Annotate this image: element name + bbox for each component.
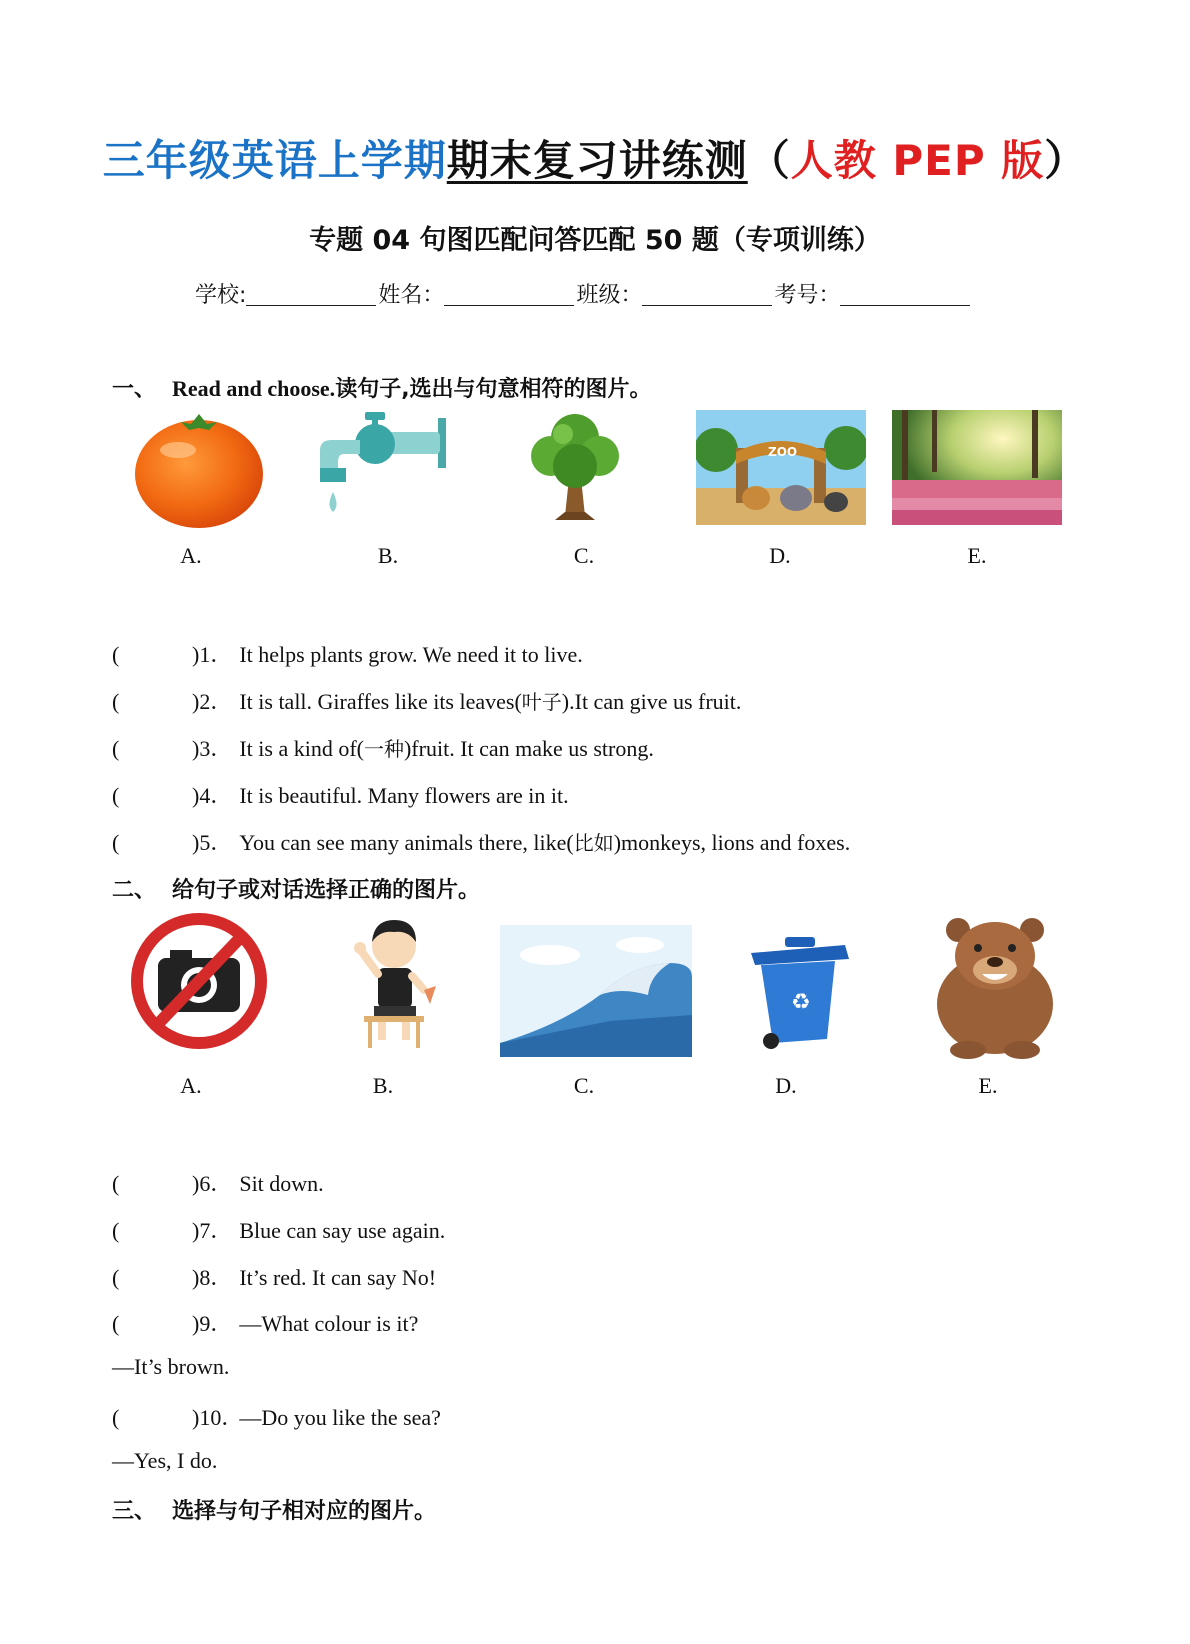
title-paren-open: （ (747, 136, 791, 185)
class-blank[interactable] (642, 283, 772, 306)
answer-paren[interactable]: ( (112, 830, 120, 855)
section-1-heading (112, 372, 652, 403)
school-blank[interactable] (246, 283, 376, 306)
bear-icon (930, 912, 1060, 1060)
option-c-label: C. (573, 543, 595, 568)
question-7: ( )7． Blue can say use again. (112, 1214, 445, 1245)
section-2-heading (112, 873, 480, 904)
section-1-number: 一、 (112, 377, 157, 402)
question-number: 5． (199, 830, 233, 855)
question-9: ( )9． —What colour is it? (112, 1307, 418, 1338)
question-10: ( )10．—Do you like the sea? (112, 1401, 441, 1432)
answer-10-text: —Yes, I do. (112, 1448, 218, 1473)
title-blue: 三年级英语上学期 (102, 136, 447, 185)
question-number: 4． (199, 783, 233, 808)
boy-sitting-icon (344, 912, 444, 1052)
question-number: 6． (199, 1171, 233, 1196)
section-3-number: 三、 (112, 1499, 157, 1524)
tree-icon (525, 408, 625, 523)
recycle-bin-icon (745, 935, 855, 1050)
answer-paren[interactable]: ( (112, 1265, 120, 1290)
section-1-title-en: Read and choose. (172, 376, 336, 401)
question-number: 1． (199, 642, 233, 667)
section-2-title-zh: 给句子或对话选择正确的图片。 (172, 878, 481, 903)
class-label: 班级： (576, 283, 643, 308)
section-3-title-zh: 选择与句子相对应的图片。 (172, 1499, 437, 1524)
name-label: 姓名： (378, 283, 445, 308)
option-e-label: E. (978, 1073, 998, 1098)
answer-paren[interactable]: ( (112, 736, 120, 761)
question-3: ( )3． It is a kind of(一种)fruit. It can make us strong. (112, 732, 654, 763)
svg-text:ZOO: ZOO (768, 445, 798, 459)
number-blank[interactable] (840, 283, 970, 306)
title-black: 期末复习讲练测 (446, 136, 748, 185)
option-d-label: D. (769, 543, 791, 568)
question-2: ( )2． It is tall. Giraffes like its leaves(叶子).It can give us fruit. (112, 685, 741, 716)
option-c-label: C. (573, 1073, 595, 1098)
question-1: ( )1． It helps plants grow. We need it to live. (112, 638, 583, 669)
question-number: 10． (199, 1405, 244, 1430)
answer-paren[interactable]: ( (112, 1311, 120, 1336)
question-number: 9． (199, 1311, 233, 1336)
tap-icon (320, 410, 460, 530)
question-number: 8． (199, 1265, 233, 1290)
question-8: ( )8． It’s red. It can say No! (112, 1261, 436, 1292)
answer-paren[interactable]: ( (112, 783, 120, 808)
answer-paren[interactable]: ( (112, 1171, 120, 1196)
zoo-icon (696, 410, 866, 525)
title-red: 人教 PEP 版 (790, 136, 1045, 185)
question-number: 2． (199, 689, 233, 714)
question-number: 7． (199, 1218, 233, 1243)
title-paren-close: ） (1044, 136, 1088, 185)
subtitle: 专题 04 句图匹配问答匹配 50 题（专项训练） (309, 225, 881, 256)
answer-paren[interactable]: ( (112, 642, 120, 667)
option-e-label: E. (967, 543, 987, 568)
option-b-label: B. (372, 1073, 394, 1098)
sea-wave-icon (500, 925, 692, 1057)
section-3-heading (112, 1494, 436, 1525)
no-camera-icon (130, 912, 268, 1050)
question-6: ( )6． Sit down. (112, 1167, 324, 1198)
svg-text:♻: ♻ (791, 990, 811, 1015)
number-label: 考号： (774, 283, 841, 308)
answer-paren[interactable]: ( (112, 1405, 120, 1430)
section-1-title-zh: 读句子,选出与句意相符的图片。 (335, 377, 652, 402)
name-blank[interactable] (444, 283, 574, 306)
orange-icon (133, 410, 265, 530)
answer-paren[interactable]: ( (112, 1218, 120, 1243)
option-b-label: B. (377, 543, 399, 568)
answer-9-text: —It’s brown. (112, 1354, 230, 1379)
option-a-label: A. (180, 543, 202, 568)
question-5: ( )5． You can see many animals there, like(比如)monkeys, lions and foxes. (112, 826, 850, 857)
student-info-line (195, 278, 972, 309)
option-a-label: A. (180, 1073, 202, 1098)
option-d-label: D. (775, 1073, 797, 1098)
page-title (0, 128, 1190, 188)
answer-paren[interactable]: ( (112, 689, 120, 714)
question-4: ( )4． It is beautiful. Many flowers are in it. (112, 779, 569, 810)
section-2-number: 二、 (112, 878, 157, 903)
flower-garden-icon (892, 410, 1062, 525)
question-number: 3． (199, 736, 233, 761)
school-label: 学校: (195, 283, 247, 308)
